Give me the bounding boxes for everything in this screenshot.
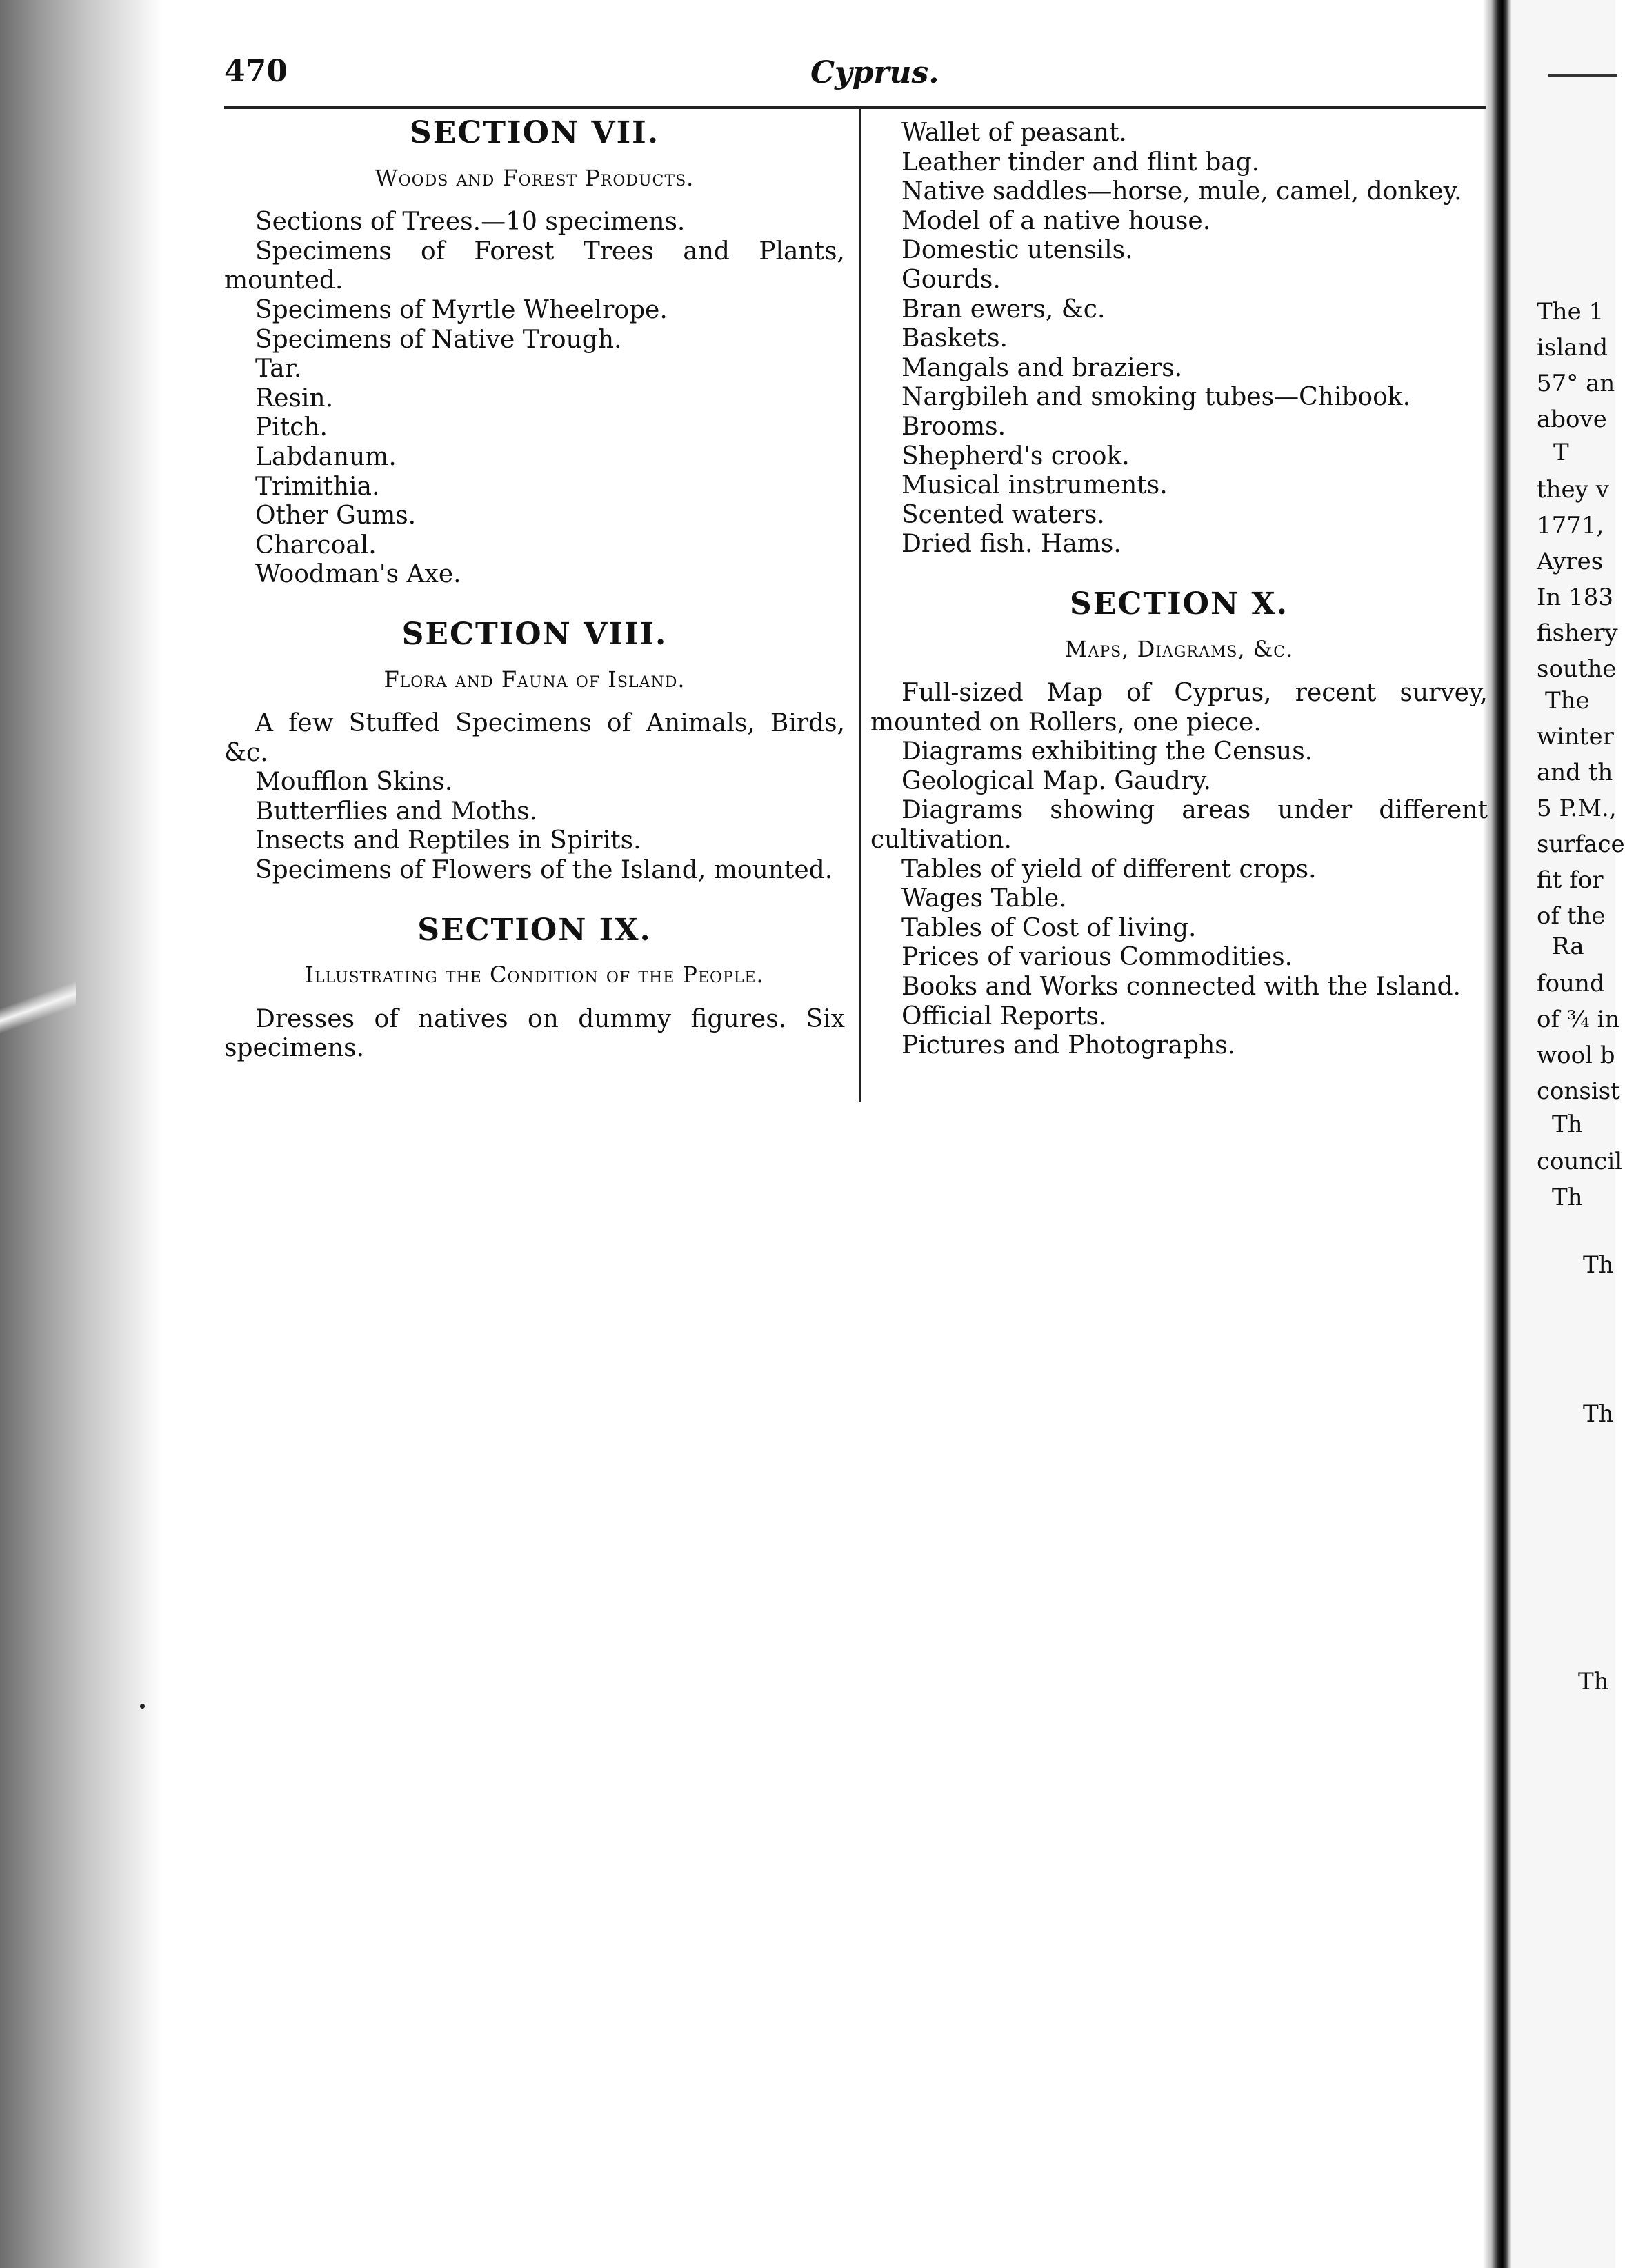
list-item: Trimithia. [255,472,380,501]
facing-page-line: island [1537,334,1608,361]
list-item: Official Reports. [901,1002,1107,1031]
facing-page-line: of ¾ in [1537,1006,1620,1033]
list-item: Dresses of natives on dummy figures. Six specimens. [224,1004,845,1063]
list-item: Shepherd's crook. [901,441,1130,470]
facing-page-line: winter [1537,723,1614,750]
facing-page-line: Th [1552,1184,1583,1211]
facing-page-line: The [1545,687,1590,715]
list-item: Domestic utensils. [901,236,1133,265]
list-item: Books and Works connected with the Island. [901,973,1461,1002]
list-item: Other Gums. [255,501,417,530]
list-item: Prices of various Commodities. [901,943,1293,972]
list-item: Model of a native house. [901,206,1211,235]
right-column [870,119,1488,1061]
facing-page-line: Ra [1552,933,1584,960]
list-item: Brooms. [901,412,1006,441]
list-item: Specimens of Flowers of the Island, mounted. [255,856,833,885]
list-item: Specimens of Forest Trees and Plants, mounted. [224,237,845,295]
list-item: Butterflies and Moths. [255,797,538,826]
list-item: Tables of Cost of living. [901,913,1197,942]
facing-page-line: T [1553,439,1569,466]
facing-page-header-mark [1548,74,1617,77]
list-item: Bran ewers, &c. [901,295,1106,324]
list-item: Diagrams showing areas under different cultivation. [870,796,1488,855]
section-x-subtitle: Maps, Diagrams, &c. [1064,635,1294,662]
facing-page-line: 5 P.M., [1537,795,1617,822]
facing-page-line: consist [1537,1077,1620,1105]
page-number: 470 [224,54,288,89]
facing-page-line: Th [1552,1111,1583,1138]
list-item: Nargbileh and smoking tubes—Chibook. [901,383,1411,412]
section-vii-title: SECTION VII. [409,115,660,150]
list-item: Wages Table. [901,884,1067,913]
header-rule [224,106,1486,109]
running-title: Cyprus. [810,55,939,90]
facing-page-line: Th [1583,1400,1614,1428]
list-item: Moufflon Skins. [255,768,453,797]
facing-page-line: In 183 [1537,584,1614,611]
section-viii-title: SECTION VIII. [401,616,668,652]
list-item: A few Stuffed Specimens of Animals, Birds, &c. [224,709,845,767]
facing-page-line: council [1537,1148,1623,1175]
section-ix-title: SECTION IX. [417,912,652,948]
list-item: Leather tinder and flint bag. [901,148,1260,177]
facing-page-line: Ayres [1537,548,1604,575]
list-item: Dried fish. Hams. [901,530,1121,559]
section-ix-subtitle: Illustrating the Condition of the People. [305,962,764,988]
list-item: Full-sized Map of Cyprus, recent survey, mounted on Rollers, one piece. [870,679,1488,737]
list-item: Specimens of Native Trough. [255,325,622,354]
facing-page-line: 1771, [1537,512,1604,539]
left-column [224,115,845,1064]
list-item: Baskets. [901,324,1008,353]
facing-page-line: above [1537,406,1607,433]
facing-page-line: found [1537,970,1605,997]
facing-page-line: they v [1537,476,1609,504]
facing-page-line: surface [1537,830,1625,858]
facing-page-line: and th [1537,759,1613,786]
facing-page-line: of the [1537,902,1606,930]
list-item: Tar. [255,355,302,384]
section-viii-subtitle: Flora and Fauna of Island. [383,666,686,693]
scan-notch [0,945,76,1076]
scan-shadow-left [0,0,162,2268]
list-item: Insects and Reptiles in Spirits. [255,826,641,855]
facing-page-line: 57° an [1537,370,1615,397]
facing-page-line: The 1 [1537,298,1604,326]
list-item: Diagrams exhibiting the Census. [901,737,1313,766]
facing-page-line: wool b [1537,1042,1615,1069]
list-item: Specimens of Myrtle Wheelrope. [255,295,668,324]
list-item: Resin. [255,384,334,412]
list-item: Native saddles—horse, mule, camel, donkey. [901,177,1462,206]
list-item: Pitch. [255,413,328,442]
list-item: Scented waters. [901,500,1105,529]
facing-page-line: Th [1583,1251,1614,1279]
section-x-title: SECTION X. [1070,586,1288,621]
facing-page-line: southe [1537,655,1617,683]
list-item: Labdanum. [255,442,397,471]
list-item: Charcoal. [255,530,377,559]
list-item: Woodman's Axe. [255,560,461,589]
ink-speck [140,1704,145,1709]
list-item: Tables of yield of different crops. [901,855,1317,884]
list-item: Musical instruments. [901,471,1168,500]
list-item: Gourds. [901,265,1001,294]
column-divider [859,109,861,1102]
facing-page-line: fit for [1537,866,1604,894]
list-item: Mangals and braziers. [901,353,1183,382]
list-item: Sections of Trees.—10 specimens. [255,208,686,237]
list-item: Wallet of peasant. [901,119,1127,147]
section-vii-subtitle: Woods and Forest Products. [375,164,695,191]
facing-page-line: Th [1578,1668,1609,1695]
list-item: Pictures and Photographs. [901,1031,1236,1060]
list-item: Geological Map. Gaudry. [901,766,1211,795]
facing-page-line: fishery [1537,619,1618,647]
